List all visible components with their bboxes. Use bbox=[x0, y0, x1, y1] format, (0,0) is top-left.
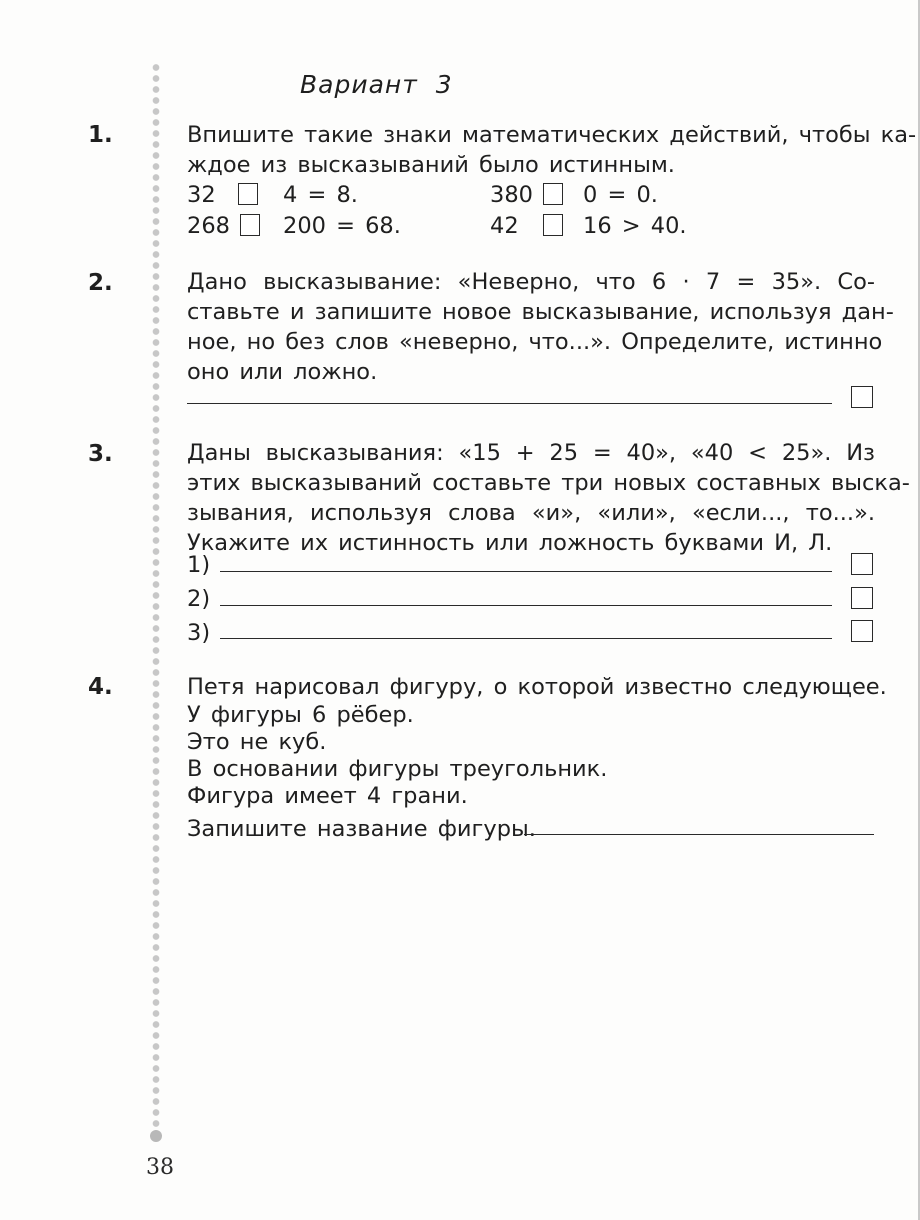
task-2-line-2: ставьте и запишите новое высказывание, используя дан- bbox=[187, 299, 894, 325]
expr-b-left: 380 bbox=[490, 182, 533, 208]
task-4-line-3: Это не куб. bbox=[187, 729, 327, 755]
task-1-line-1: Впишите такие знаки математических действий, чтобы ка- bbox=[187, 122, 917, 148]
expr-c-right: 200 = 68. bbox=[283, 213, 401, 239]
task-3-item-2-box[interactable] bbox=[851, 587, 873, 609]
task-3-item-3-box[interactable] bbox=[851, 620, 873, 642]
task-1-line-2: ждое из высказываний было истинным. bbox=[187, 152, 675, 178]
task-3-item-2-label: 2) bbox=[187, 586, 211, 612]
task-3-item-2-line[interactable] bbox=[220, 605, 832, 606]
task-3-item-1-label: 1) bbox=[187, 552, 211, 578]
task-4-number: 4. bbox=[88, 674, 113, 700]
expr-b-sign-box[interactable] bbox=[543, 183, 563, 205]
task-4-prompt: Запишите название фигуры. bbox=[187, 816, 536, 842]
task-4-line-5: Фигура имеет 4 грани. bbox=[187, 783, 468, 809]
expr-a-left: 32 bbox=[187, 182, 216, 208]
task-2-answer-line[interactable] bbox=[187, 403, 832, 404]
task-3-line-1: Даны высказывания: «15 + 25 = 40», «40 < 25». Из bbox=[187, 440, 875, 466]
task-3-item-1-line[interactable] bbox=[220, 571, 832, 572]
task-4-line-4: В основании фигуры треугольник. bbox=[187, 756, 608, 782]
task-3-line-2: этих высказываний составьте три новых составных выска- bbox=[187, 470, 910, 496]
expr-a-right: 4 = 8. bbox=[283, 182, 358, 208]
task-4-line-1: Петя нарисовал фигуру, о которой известно следующее. bbox=[187, 674, 887, 700]
task-2-line-1: Дано высказывание: «Неверно, что 6 · 7 = 35». Со- bbox=[187, 269, 875, 295]
task-1-text bbox=[187, 120, 917, 180]
task-3-line-4: Укажите их истинность или ложность буквами И, Л. bbox=[187, 530, 833, 556]
show-through bbox=[560, 70, 567, 95]
page-number: 38 bbox=[146, 1155, 174, 1180]
task-3-number: 3. bbox=[88, 441, 113, 467]
expr-d-left: 42 bbox=[490, 213, 519, 239]
expr-d-right: 16 > 40. bbox=[583, 213, 687, 239]
task-2-line-4: оно или ложно. bbox=[187, 359, 378, 385]
page-title: Вариант 3 bbox=[300, 70, 453, 99]
expr-a-sign-box[interactable] bbox=[238, 183, 258, 205]
task-2-text bbox=[187, 267, 894, 387]
task-1-number: 1. bbox=[88, 122, 113, 148]
task-4-answer-line[interactable] bbox=[524, 834, 874, 835]
task-3-item-1-box[interactable] bbox=[851, 553, 873, 575]
task-2-number: 2. bbox=[88, 270, 113, 296]
task-3-text bbox=[187, 438, 910, 558]
expr-c-sign-box[interactable] bbox=[240, 214, 260, 236]
task-3-line-3: зывания, используя слова «и», «или», «если..., то...». bbox=[187, 500, 875, 526]
task-3-item-3-label: 3) bbox=[187, 620, 211, 646]
task-4-line-2: У фигуры 6 рёбер. bbox=[187, 702, 414, 728]
expr-c-left: 268 bbox=[187, 213, 230, 239]
binding-end-dot bbox=[150, 1130, 162, 1142]
dotted-binding-margin bbox=[150, 62, 162, 1142]
task-2-truth-box[interactable] bbox=[851, 386, 873, 408]
expr-b-right: 0 = 0. bbox=[583, 182, 658, 208]
expr-d-sign-box[interactable] bbox=[543, 214, 563, 236]
task-3-item-3-line[interactable] bbox=[220, 638, 832, 639]
task-2-line-3: ное, но без слов «неверно, что...». Определите, истинно bbox=[187, 329, 883, 355]
